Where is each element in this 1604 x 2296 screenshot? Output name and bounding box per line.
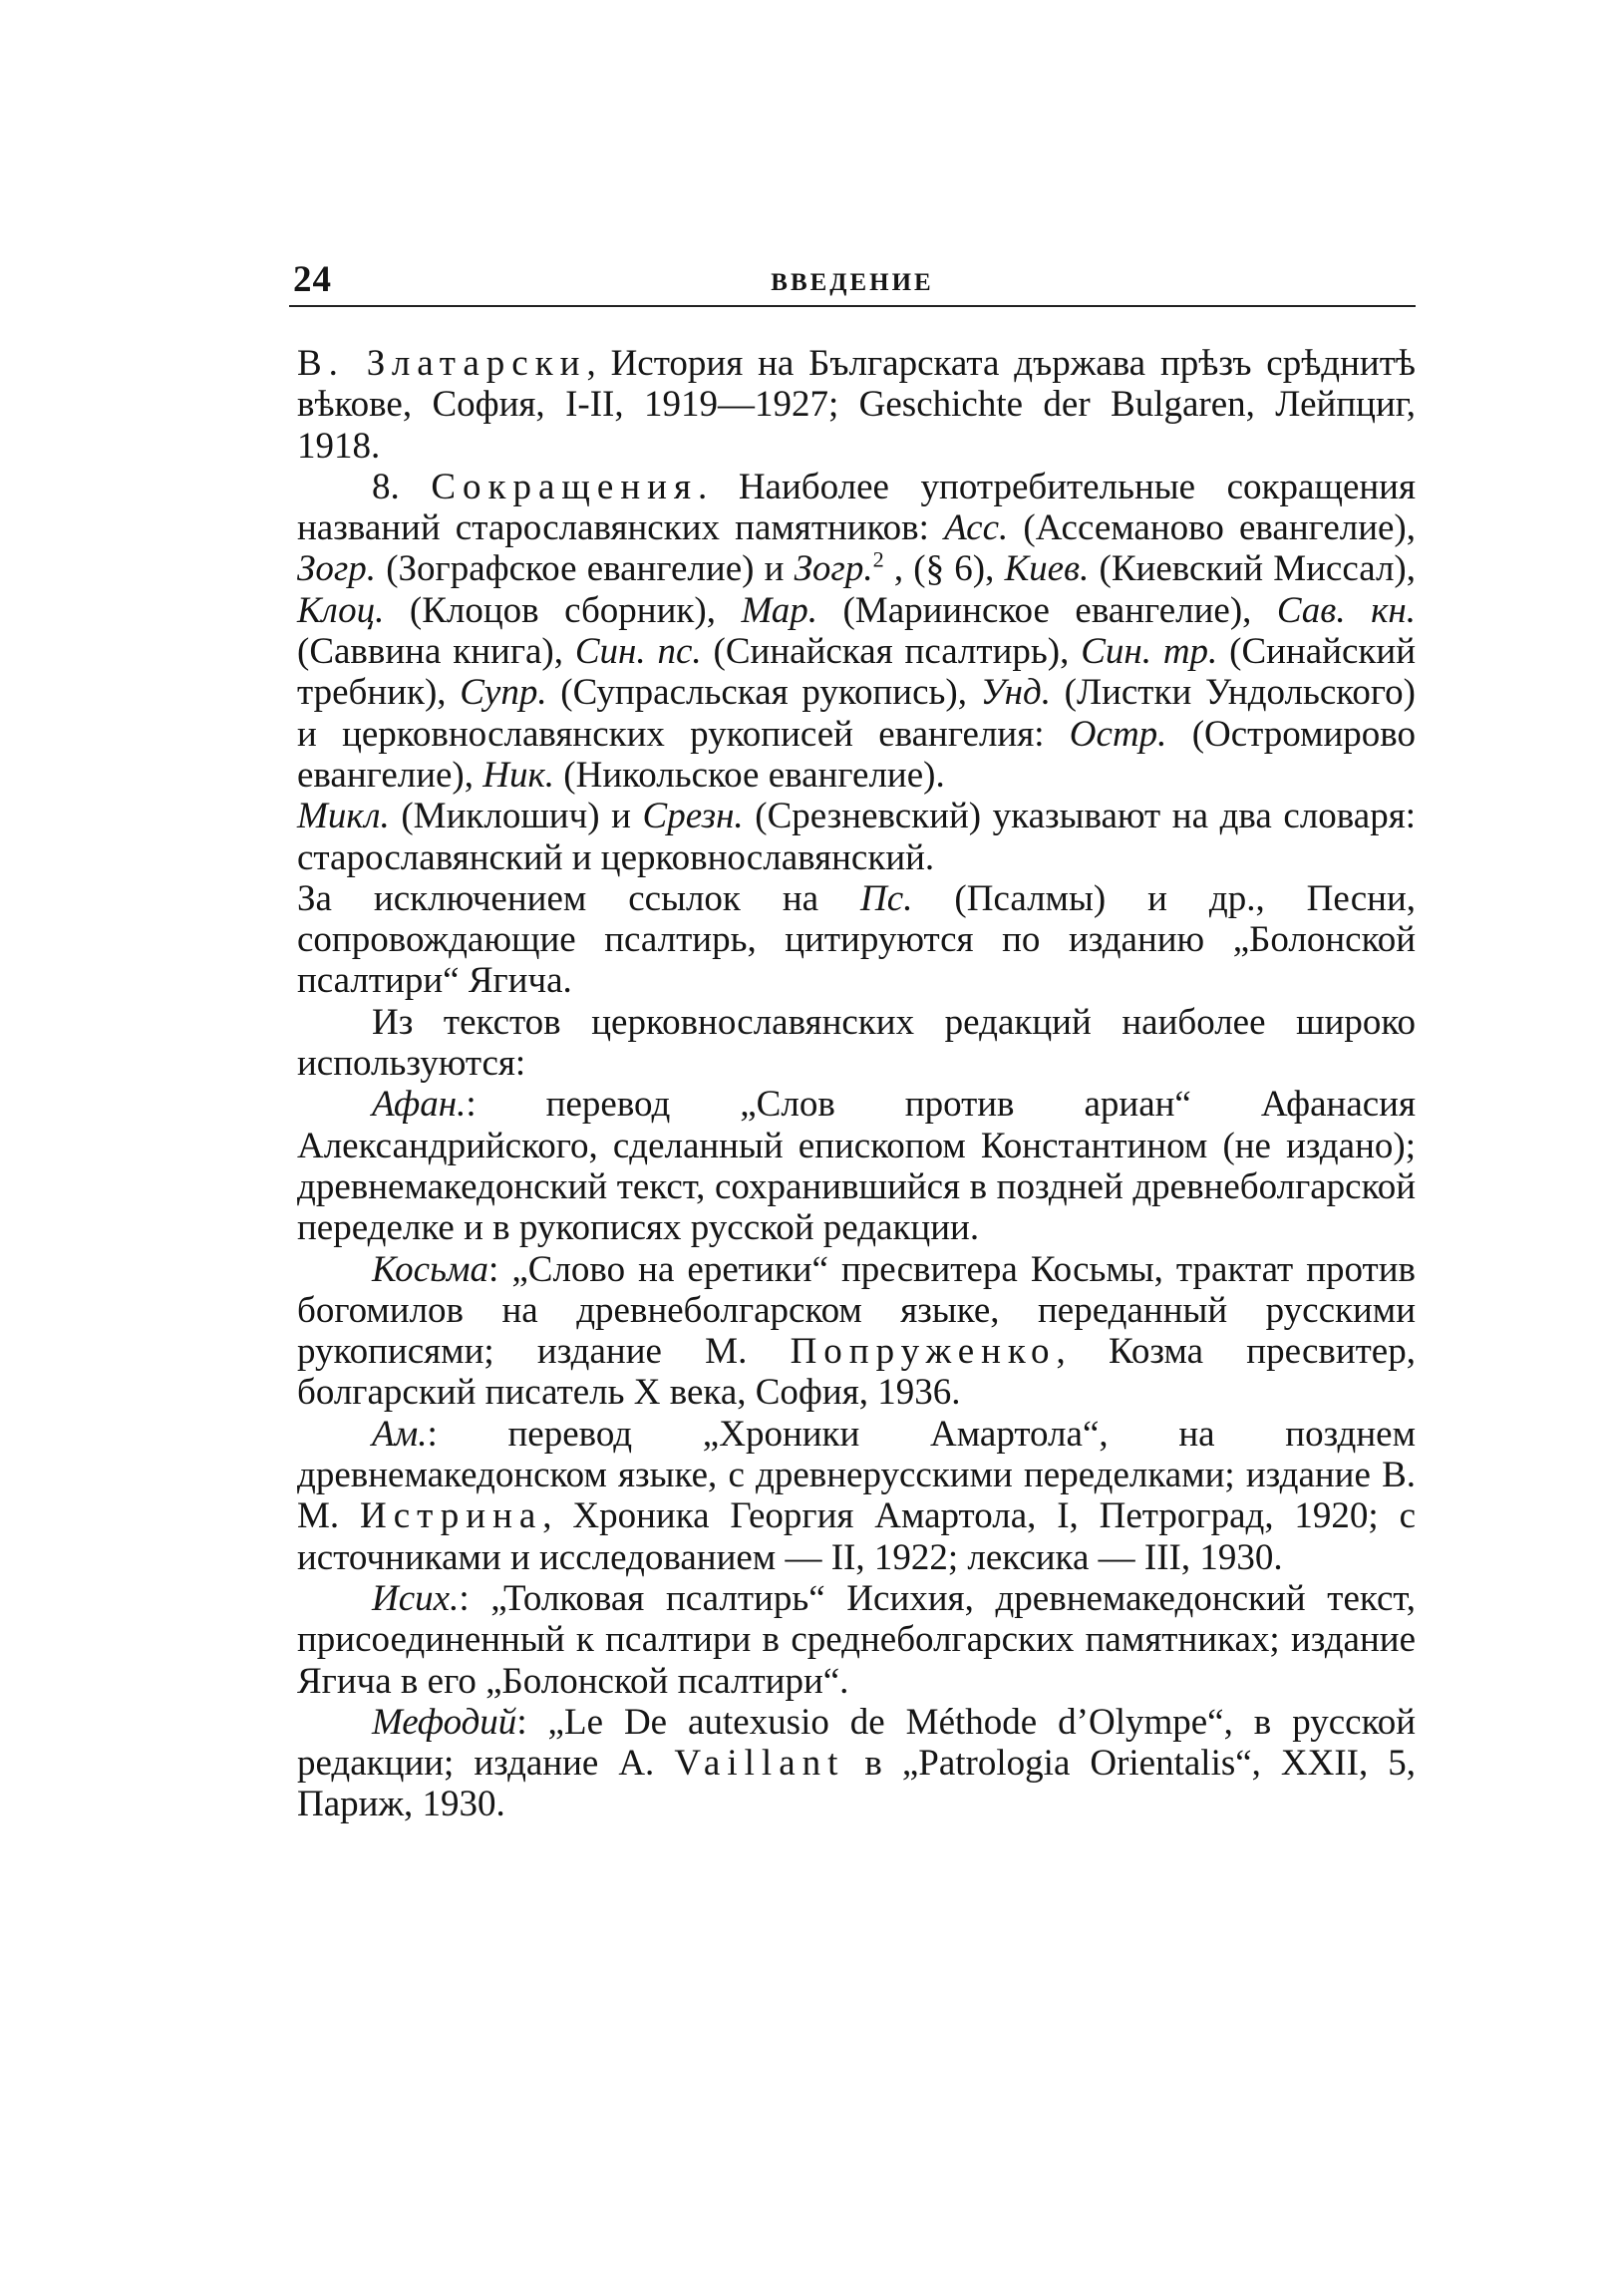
superscript-note: 2 <box>872 547 884 573</box>
paragraph-text: , История на Българската държава прѣзъ срѣднитѣ вѣкове, София, I-II, 1919—1927; Geschichte der Bulgaren, Лейпциг, 1918. <box>297 343 1416 467</box>
abbreviation: Зогр. <box>794 548 873 590</box>
abbreviation-expansion: (Листки Ундольского) и церковнославянских рукописей евангелия: <box>297 672 1416 755</box>
abbreviation-expansion: (Никольское евангелие). <box>554 754 945 796</box>
abbreviation: Клоц. <box>297 589 385 631</box>
author-name: В. Златарски <box>297 343 587 384</box>
paragraph-text: : перевод „Слов против ариан“ Афанасия Александрийского, сделанный епископом Константином (не издано); древнемакедонский текст, сохранившийся в поздней древнеболгарской переделке и в рукописях русской редакции. <box>297 1084 1416 1249</box>
abbreviation-expansion: (Остромирово евангелие), <box>297 713 1416 796</box>
paragraph-text: , Хроника Георгия Амартола, I, Петроград, 1920; с источниками и исследованием — II, 1922; лексика — III, 1930. <box>297 1495 1416 1578</box>
abbreviation: Син. пс. <box>574 631 702 673</box>
abbreviation: Супр. <box>460 672 547 714</box>
abbreviation-expansion: (Зографское евангелие) и <box>376 548 795 590</box>
abbreviation-expansion: (Саввина книга), <box>297 631 575 673</box>
paragraph-text: : „Le De autexusio de Méthode d’Olympe“, в русской редакции; издание A. <box>297 1701 1416 1785</box>
paragraph-text: Из текстов церковнославянских редакций наиболее широко используются: <box>297 1001 1416 1085</box>
abbreviation: Микл. <box>297 796 390 837</box>
abbreviation-expansion: (Синайская псалтирь), <box>701 631 1082 673</box>
abbreviation-expansion: (Мариинское евангелие), <box>817 589 1277 631</box>
running-head <box>289 259 1416 307</box>
abbreviation: Син. тр. <box>1081 631 1218 673</box>
paragraph-text: За исключением ссылок на <box>297 877 861 919</box>
abbreviation: Пс. <box>860 877 913 919</box>
author-name: Vaillant <box>674 1743 845 1785</box>
abbreviation: Остр. <box>1069 713 1167 755</box>
abbreviation: Исих. <box>372 1577 460 1619</box>
author-name: Истрина <box>360 1495 543 1537</box>
section-number: 8. <box>372 466 432 507</box>
section-title: ВВЕДЕНИЕ <box>771 269 934 296</box>
abbreviation: Ам. <box>372 1413 428 1455</box>
paragraph-text: (Миклошич) и <box>389 796 643 837</box>
abbreviation: Зогр. <box>297 548 377 590</box>
paragraph-text: в „Patrologia Orientalis“, XXII, 5, Париж, 1930. <box>297 1743 1416 1825</box>
abbreviation: Мефодий <box>372 1701 517 1743</box>
paragraph-text: . Наиболее употребительные сокращения названий старославянских памятников: <box>297 466 1416 549</box>
abbreviation-expansion: (Супрасльская рукопись), <box>546 672 981 714</box>
paragraph-psalms <box>297 878 1416 1002</box>
paragraph-text: : „Толковая псалтирь“ Исихия, древнемакедонский текст, присоединенный к псалтири в среднеболгарских памятниках; издание Ягича в его „Болонской псалтири“. <box>297 1577 1416 1702</box>
abbreviation: Мар. <box>741 589 817 631</box>
abbreviation: Асс. <box>944 507 1009 549</box>
paragraph-dictionaries <box>297 796 1416 878</box>
abbreviation-expansion: (Синайский требник), <box>297 631 1416 714</box>
paragraph-afan <box>297 1084 1416 1248</box>
paragraph-isikh <box>297 1578 1416 1702</box>
section-heading: Сокращения <box>431 466 698 507</box>
paragraph-text: , Козма пресвитер, болгарский писатель X века, София, 1936. <box>297 1331 1416 1414</box>
abbreviation: Киев. <box>1004 548 1090 590</box>
author-name: Попруженко <box>790 1331 1057 1373</box>
paragraph-am <box>297 1414 1416 1578</box>
abbreviation: Сав. кн. <box>1276 589 1417 631</box>
paragraph-kosma <box>297 1249 1416 1414</box>
page-number: 24 <box>293 259 332 300</box>
abbreviation-expansion: , (§ 6), <box>883 548 1005 590</box>
paragraph-text: (Срезневский) указывают на два словаря: старославянский и церковнославянский. <box>297 796 1417 878</box>
abbreviation-expansion: (Клоцов сборник), <box>384 589 742 631</box>
paragraph-text: : „Слово на еретики“ пресвитера Косьмы, трактат против богомилов на древнеболгарском языке, переданный русскими рукописями; издание М. <box>297 1248 1416 1373</box>
abbreviation: Срезн. <box>642 796 744 837</box>
abbreviation-expansion: (Киевский Миссал), <box>1089 548 1416 590</box>
paragraph-text: : перевод „Хроники Амартола“, на позднем древнемакедонском языке, с древнерусскими переделками; издание В. М. <box>297 1413 1416 1537</box>
abbreviation: Унд. <box>980 672 1051 714</box>
paragraph-abbreviations <box>297 467 1416 796</box>
paragraph-text: (Псалмы) и др., Песни, сопровождающие псалтирь, цитируются по изданию „Болонской псалтири“ Ягича. <box>297 877 1416 1002</box>
paragraph-church-slavonic <box>297 1002 1416 1085</box>
paragraph-mefodiy <box>297 1702 1416 1825</box>
abbreviation: Афан. <box>372 1084 467 1126</box>
body-text <box>297 343 1416 1825</box>
paragraph-zlatarski <box>297 343 1416 467</box>
abbreviation: Ник. <box>482 754 555 796</box>
abbreviation-expansion: (Ассеманово евангелие), <box>1008 507 1417 549</box>
abbreviation: Косьма <box>372 1248 489 1290</box>
